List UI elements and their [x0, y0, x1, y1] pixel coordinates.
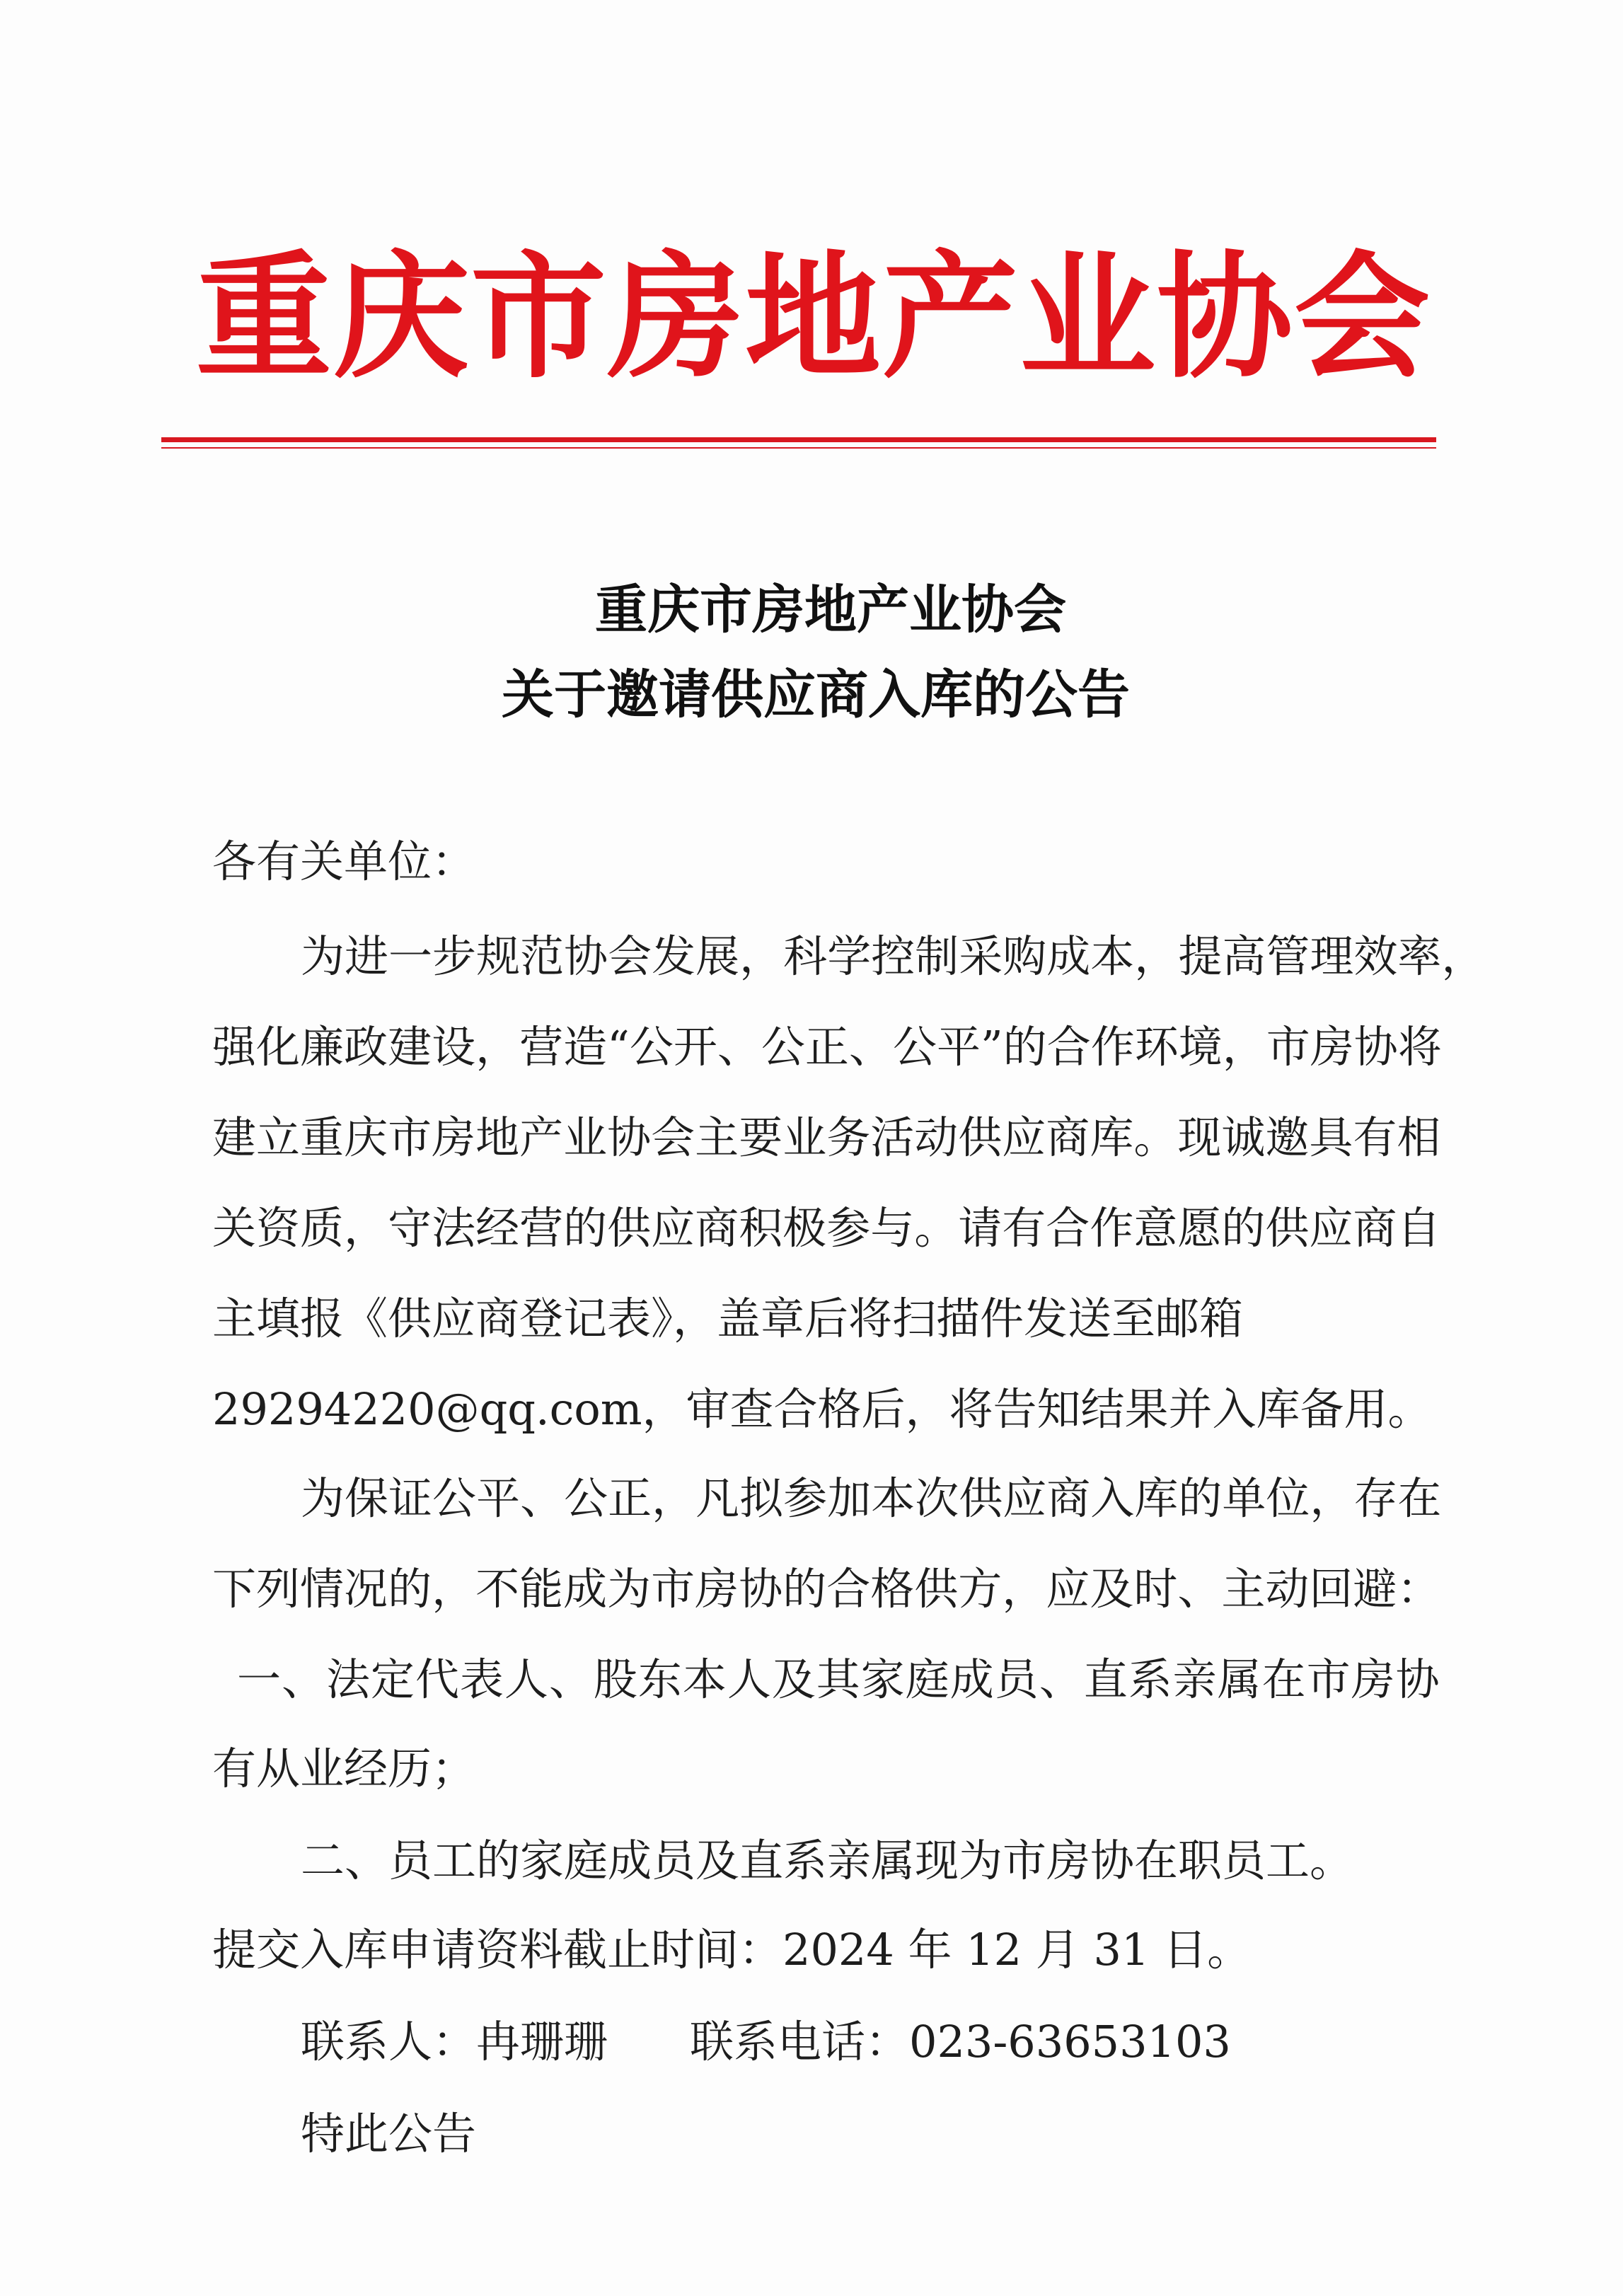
condition-item-1-cont: 有从业经历； [212, 1743, 476, 1794]
body-line: 为 保 证 公 平 、 公 正 ， 凡 拟 参 加 本 次 供 应 商 入 库 的 单 位 ， 存 在 [301, 1472, 1442, 1524]
letterhead-red-rule [161, 437, 1436, 442]
body-line: 为 进 一 步 规 范 协 会 发 展 ， 科 学 控 制 采 购 成 本 ， 提 高 管 理 效 率 ， [301, 930, 1486, 982]
condition-item-2: 二、员工的家庭成员及直系亲属现为市房协在职员工。 [301, 1835, 1354, 1886]
body-line-email: 29294220@qq.com，审查合格后，将告知结果并入库备用。 [212, 1383, 1432, 1435]
contact-person-label: 联系人： [301, 2016, 477, 2067]
contact-person-name: 冉珊珊 [476, 2016, 608, 2067]
body-line: 强 化 廉 政 建 设 ， 营 造 “ 公 开 、 公 正 、 公 平 ” 的 合 作 环 境 ， 市 房 协 将 [212, 1021, 1442, 1073]
deadline-line: 提交入库申请资料截止时间：2024 年 12 月 31 日。 [212, 1924, 1252, 1975]
contact-person [301, 2014, 608, 2070]
contact-phone-label: 联系电话： [690, 2016, 910, 2067]
body-line: 下 列 情 况 的 ， 不 能 成 为 市 房 协 的 合 格 供 方 ， 应 及 时 、 主 动 回 避 ： [212, 1563, 1441, 1615]
contact-phone [690, 2014, 1231, 2070]
notice-title-line-2: 关于邀请供应商入库的公告 [502, 664, 1130, 725]
salutation: 各有关单位： [212, 836, 476, 887]
contact-phone-number: 023-63653103 [909, 2016, 1231, 2067]
body-line: 关 资 质 ， 守 法 经 营 的 供 应 商 积 极 参 与 。 请 有 合 作 意 愿 的 供 应 商 自 [212, 1202, 1441, 1254]
notice-title-line-1: 重庆市房地产业协会 [595, 579, 1066, 640]
letterhead-red-rule-thin [161, 447, 1436, 449]
closing: 特此公告 [301, 2108, 477, 2159]
body-line: 建 立 重 庆 市 房 地 产 业 协 会 主 要 业 务 活 动 供 应 商 库 。 现 诚 邀 具 有 相 [212, 1112, 1441, 1163]
body-line: 主填报《供应商登记表》，盖章后将扫描件发送至邮箱 [212, 1293, 1244, 1344]
letterhead-title: 重庆市房地产业协会 [196, 239, 1431, 397]
condition-item-1: 一 、 法 定 代 表 人 、 股 东 本 人 及 其 家 庭 成 员 、 直 系 亲 属 在 市 房 协 [237, 1654, 1440, 1705]
